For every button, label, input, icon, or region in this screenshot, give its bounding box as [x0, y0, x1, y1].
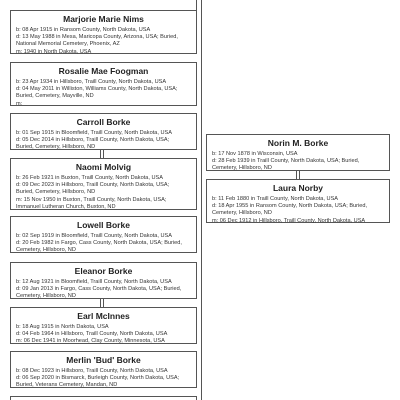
- person-detail: d: 06 Sep 2020 in Bismarck, Burleigh County, North Dakota, USA;: [16, 375, 180, 382]
- spine-line-top: [196, 0, 197, 10]
- person-detail: d: 04 May 2011 in Williston, Williams County, North Dakota, USA;: [16, 86, 178, 93]
- person-detail: d: 28 Feb 1939 in Traill County, North Dakota, USA; Buried,: [212, 158, 360, 165]
- person-detail: d: 09 Dec 2023 in Hillsboro, Traill County, North Dakota, USA;: [16, 182, 170, 189]
- person-name: Norin M. Borke: [267, 138, 329, 148]
- person-detail: d: 09 Jan 2013 in Fargo, Cass County, North Dakota, USA; Buried,: [16, 286, 182, 293]
- family-line: [201, 0, 202, 400]
- person-detail: b: 26 Feb 1921 in Buxton, Traill County, North Dakota, USA: [16, 175, 163, 181]
- person-detail: Cemetery, Hillsboro, ND: [212, 210, 272, 217]
- person-detail: Cemetery, Hillsboro, ND: [212, 165, 272, 172]
- person-detail: b: 12 Aug 1921 in Bloomfield, Traill County, North Dakota, USA: [16, 279, 172, 285]
- person-detail: b: 18 Aug 1915 in North Dakota, USA: [16, 324, 109, 330]
- person-card[interactable]: [10, 62, 197, 106]
- person-detail: d: 20 Feb 1982 in Fargo, Cass County, North Dakota, USA; Buried,: [16, 240, 182, 247]
- person-card[interactable]: [10, 10, 197, 54]
- person-name: Earl McInnes: [77, 311, 130, 321]
- person-card-partial: [10, 396, 197, 400]
- person-detail: Buried, Cemetery, Hillsboro, ND: [16, 189, 96, 196]
- person-name: Laura Norby: [272, 183, 324, 193]
- person-name: Eleanor Borke: [74, 266, 133, 276]
- person-detail: Cemetery, Hillsboro, ND: [16, 247, 76, 254]
- person-detail: National Memorial Cemetery, Phoenix, AZ: [16, 41, 120, 48]
- person-detail: Buried, Veterans Cemetery, Mandan, ND: [16, 382, 118, 389]
- person-detail: d: 04 Feb 1964 in Hillsboro, Traill County, North Dakota, USA: [16, 331, 168, 338]
- person-card[interactable]: [10, 307, 197, 344]
- person-detail: b: 08 Dec 1923 in Hillsboro, Traill County, North Dakota, USA: [16, 368, 168, 374]
- person-detail: b: 01 Sep 1915 in Bloomfield, Traill County, North Dakota, USA: [16, 130, 172, 136]
- person-card[interactable]: [10, 113, 197, 150]
- person-card[interactable]: [10, 216, 197, 253]
- person-name: Naomi Molvig: [75, 162, 132, 172]
- person-detail: Cemetery, Hillsboro, ND: [16, 293, 76, 300]
- person-detail: b: 02 Sep 1919 in Bloomfield, Traill County, North Dakota, USA: [16, 233, 172, 239]
- spouse-connector: [100, 299, 104, 307]
- person-name: Rosalie Mae Foogman: [58, 66, 149, 76]
- person-card[interactable]: [10, 262, 197, 299]
- person-detail: Buried, Cemetery, Hillsboro, ND: [16, 144, 96, 151]
- person-detail: m: 06 Dec 1912 in Hillsboro, Traill County, North Dakota, USA: [212, 217, 366, 224]
- person-detail: m: 06 Dec 1941 in Moorhead, Clay County, Minnesota, USA: [16, 338, 165, 345]
- person-detail: m: 1940 in North Dakota, USA: [16, 48, 92, 55]
- person-detail: b: 17 Nov 1878 in Wisconsin, USA: [212, 151, 298, 157]
- person-name: Carroll Borke: [76, 117, 131, 127]
- person-detail: d: 18 Apr 1955 in Ransom County, North Dakota, USA; Buried,: [212, 203, 368, 210]
- person-detail: m: 15 Nov 1950 in Buxton, Traill County, North Dakota, USA;: [16, 196, 167, 203]
- person-detail: b: 11 Feb 1880 in Traill County, North Dakota, USA: [212, 196, 339, 202]
- person-name: Lowell Borke: [77, 220, 130, 230]
- person-card[interactable]: [206, 134, 390, 171]
- person-card[interactable]: [10, 158, 197, 210]
- person-name: Marjorie Marie Nims: [63, 14, 144, 24]
- person-detail: Buried, Cemetery, Mayville, ND: [16, 93, 94, 100]
- person-card[interactable]: [206, 179, 390, 223]
- person-detail: d: 05 Dec 2014 in Hillsboro, Traill County, North Dakota, USA;: [16, 137, 170, 144]
- person-detail: b: 23 Apr 1934 in Hillsboro, Traill County, North Dakota, USA: [16, 79, 167, 85]
- person-detail: Immanuel Lutheran Church, Buxton, ND: [16, 203, 116, 210]
- person-name: Merlin 'Bud' Borke: [66, 355, 141, 365]
- person-card[interactable]: [10, 351, 197, 388]
- spouse-connector: [100, 150, 104, 158]
- person-detail: b: 08 Apr 1915 in Ransom County, North Dakota, USA: [16, 27, 151, 33]
- person-detail: m:: [16, 100, 23, 107]
- spouse-connector: [296, 171, 300, 179]
- person-detail: d: 13 May 1988 in Mesa, Maricopa County, Arizona, USA; Buried,: [16, 34, 178, 41]
